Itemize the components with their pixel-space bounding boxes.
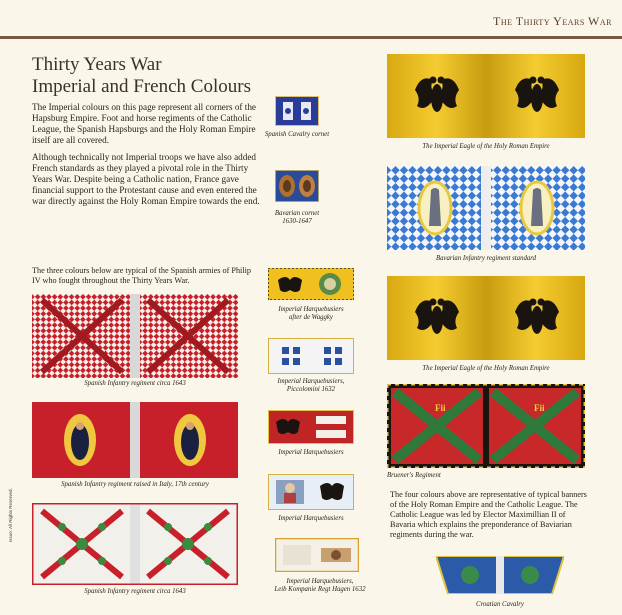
harquebusiers-waggky-caption-line2: after de Waggky (289, 314, 333, 321)
harquebusiers-hagen-caption-line2: Leib Kompanie Regt Hagen 1632 (274, 586, 366, 593)
harquebusiers-hagen-caption (266, 578, 374, 594)
harquebusiers-piccolomini-flag (268, 338, 354, 374)
harquebusiers-piccolomini-caption (262, 378, 360, 394)
bruener-regiment-caption: Bruener's Regiment (387, 472, 441, 479)
croatian-cavalry-caption: Croatian Cavalry (476, 601, 524, 608)
croatian-cavalry-flag (436, 556, 564, 594)
bavarian-cornet-caption-line2: 1630-1647 (282, 218, 312, 225)
imperial-eagle-caption-1: The Imperial Eagle of the Holy Roman Empire (422, 143, 550, 150)
spanish-intro: The three colours below are typical of the Spanish armies of Philip IV who fought throughout the Thirty Years War. (32, 266, 251, 285)
spanish-cavalry-cornet-flag (275, 96, 319, 126)
page-title-line1: Thirty Years War (32, 54, 162, 75)
harquebusiers-flag-3 (268, 410, 354, 444)
spanish-infantry-italy-caption: Spanish Infantry regiment raised in Italy, 17th century (61, 481, 209, 488)
bavarian-cornet-caption-line1: Bavarian cornet (274, 210, 320, 217)
harquebusiers-flag-4 (268, 474, 354, 510)
harquebusiers-piccolomini-caption-line1: Imperial Harquebusiers, (277, 378, 345, 385)
spanish-infantry-1643-caption-b: Spanish Infantry regiment circa 1643 (84, 588, 186, 595)
league-note: The four colours above are representative of typical banners of the Holy Roman Empire and the Catholic League. The Catholic League was led by Elector Maximillian II of Bavaria which explains the preponderance of Baviarian regiments during the war. (390, 490, 587, 539)
spanish-cavalry-cornet-caption: Spanish Cavalry cornet (264, 131, 330, 138)
imperial-eagle-flag-2 (387, 276, 585, 360)
harquebusiers-waggky-caption-line1: Imperial Harquebusiers (278, 306, 344, 313)
bavarian-infantry-flag (387, 166, 585, 250)
harquebusiers-hagen-flag (275, 538, 359, 572)
intro-paragraph-1: The Imperial colours on this page represent all corners of the Hapsburg Empire. Foot and horse regiments of the Catholic League, the Spanish Hapsburgs and the Holy Roman Empire itself are all covered. (32, 102, 256, 145)
header-title: The Thirty Years War (493, 14, 612, 28)
spanish-infantry-1643-flag-a (32, 294, 238, 378)
spanish-infantry-1643-caption-a: Spanish Infantry regiment circa 1643 (84, 380, 186, 387)
imperial-eagle-flag-1 (387, 54, 585, 138)
imperial-eagle-caption-2: The Imperial Eagle of the Holy Roman Empire (422, 365, 550, 372)
bavarian-cornet-flag (275, 170, 319, 202)
page-title-line2: Imperial and French Colours (32, 76, 251, 97)
harquebusiers-hagen-caption-line1: Imperial Harquebusiers, (286, 578, 354, 585)
bavarian-infantry-caption: Bavarian Infantry regiment standard (435, 255, 537, 262)
bruener-mark-left: Fii (435, 403, 446, 413)
side-note: Issue: All Rights Reserved. (8, 488, 13, 542)
harquebusiers-caption-3: Imperial Harquebusiers (278, 449, 344, 456)
bavarian-cornet-caption (262, 210, 332, 226)
harquebusiers-waggky-caption (262, 306, 360, 322)
header-rule (0, 36, 622, 39)
spanish-infantry-1643-flag-b (32, 503, 238, 585)
page-title (32, 54, 251, 98)
harquebusiers-piccolomini-caption-line2: Piccolomini 1632 (286, 386, 336, 393)
bruener-regiment-flag (387, 384, 585, 468)
harquebusiers-caption-4: Imperial Harquebusiers (278, 515, 344, 522)
spanish-infantry-italy-flag (32, 402, 238, 478)
harquebusiers-waggky-flag (268, 268, 354, 300)
bruener-mark-right: Fii (534, 403, 545, 413)
intro-paragraph-2: Although technically not Imperial troops we have also added French standards as they played a pivotal role in the Thirty Years War. Despite being a Catholic nation, France gave financial support to the Protestant cause and even entered the war directly against the Holy Roman Empire towards the end. (32, 152, 260, 206)
